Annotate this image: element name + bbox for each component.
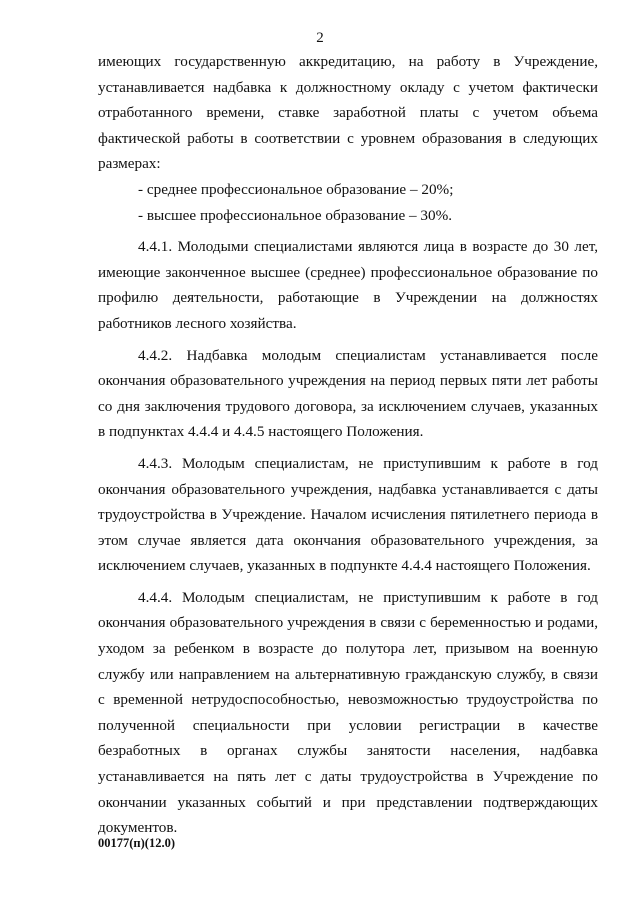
document-code: 00177(п)(12.0) <box>98 836 175 850</box>
page-number: 2 <box>316 30 324 46</box>
paragraph-4-4-3: 4.4.3. Молодым специалистам, не приступившим к работе в год окончания образовательного учреждения, надбавка устанавливается с даты трудоустройства в Учреждение. Началом исчисления пятилетнего периода в этом случае является дата окончания образовательного учреждения, за исключением случаев, указанных в подпункте 4.4.4 настоящего Положения. <box>98 454 598 575</box>
list-item-secondary-education: - среднее профессиональное образование – 20%; <box>138 180 454 198</box>
list-item-higher-education: - высшее профессиональное образование – 30%. <box>138 206 453 224</box>
continuation-paragraph: имеющих государственную аккредитацию, на работу в Учреждение, устанавливается надбавка к должностному окладу с учетом фактически отработанного времени, ставке заработной платы с учетом объема фактической работы в соответствии с уровнем образования в следующих размерах: <box>98 53 598 173</box>
paragraph-4-4-2: 4.4.2. Надбавка молодым специалистам устанавливается после окончания образовательного учреждения на период первых пяти лет работы со дня заключения трудового договора, за исключением случаев, указанных в подпунктах 4.4.4 и 4.4.5 настоящего Положения. <box>98 346 598 441</box>
paragraph-4-4-4: 4.4.4. Молодым специалистам, не приступившим к работе в год окончания образовательного учреждения в связи с беременностью и родами, уходом за ребенком в возрасте до полутора лет, призывом на военную службу или направлением на альтернативную гражданскую службу, в связи с временной нетрудоспособностью, невозможностью трудоустройства по полученной специальности при условии регистрации в качестве безработных в органах службы занятости населения, надбавка устанавливается на пять лет с даты трудоустройства в Учреждение по окончании указанных событий и при представлении подтверждающих документов. <box>98 588 598 837</box>
paragraph-4-4-1: 4.4.1. Молодыми специалистами являются лица в возрасте до 30 лет, имеющие законченное высшее (среднее) профессиональное образование по профилю деятельности, работающие в Учреждении на должностях работников лесного хозяйства. <box>98 238 598 332</box>
body-text <box>98 49 598 841</box>
